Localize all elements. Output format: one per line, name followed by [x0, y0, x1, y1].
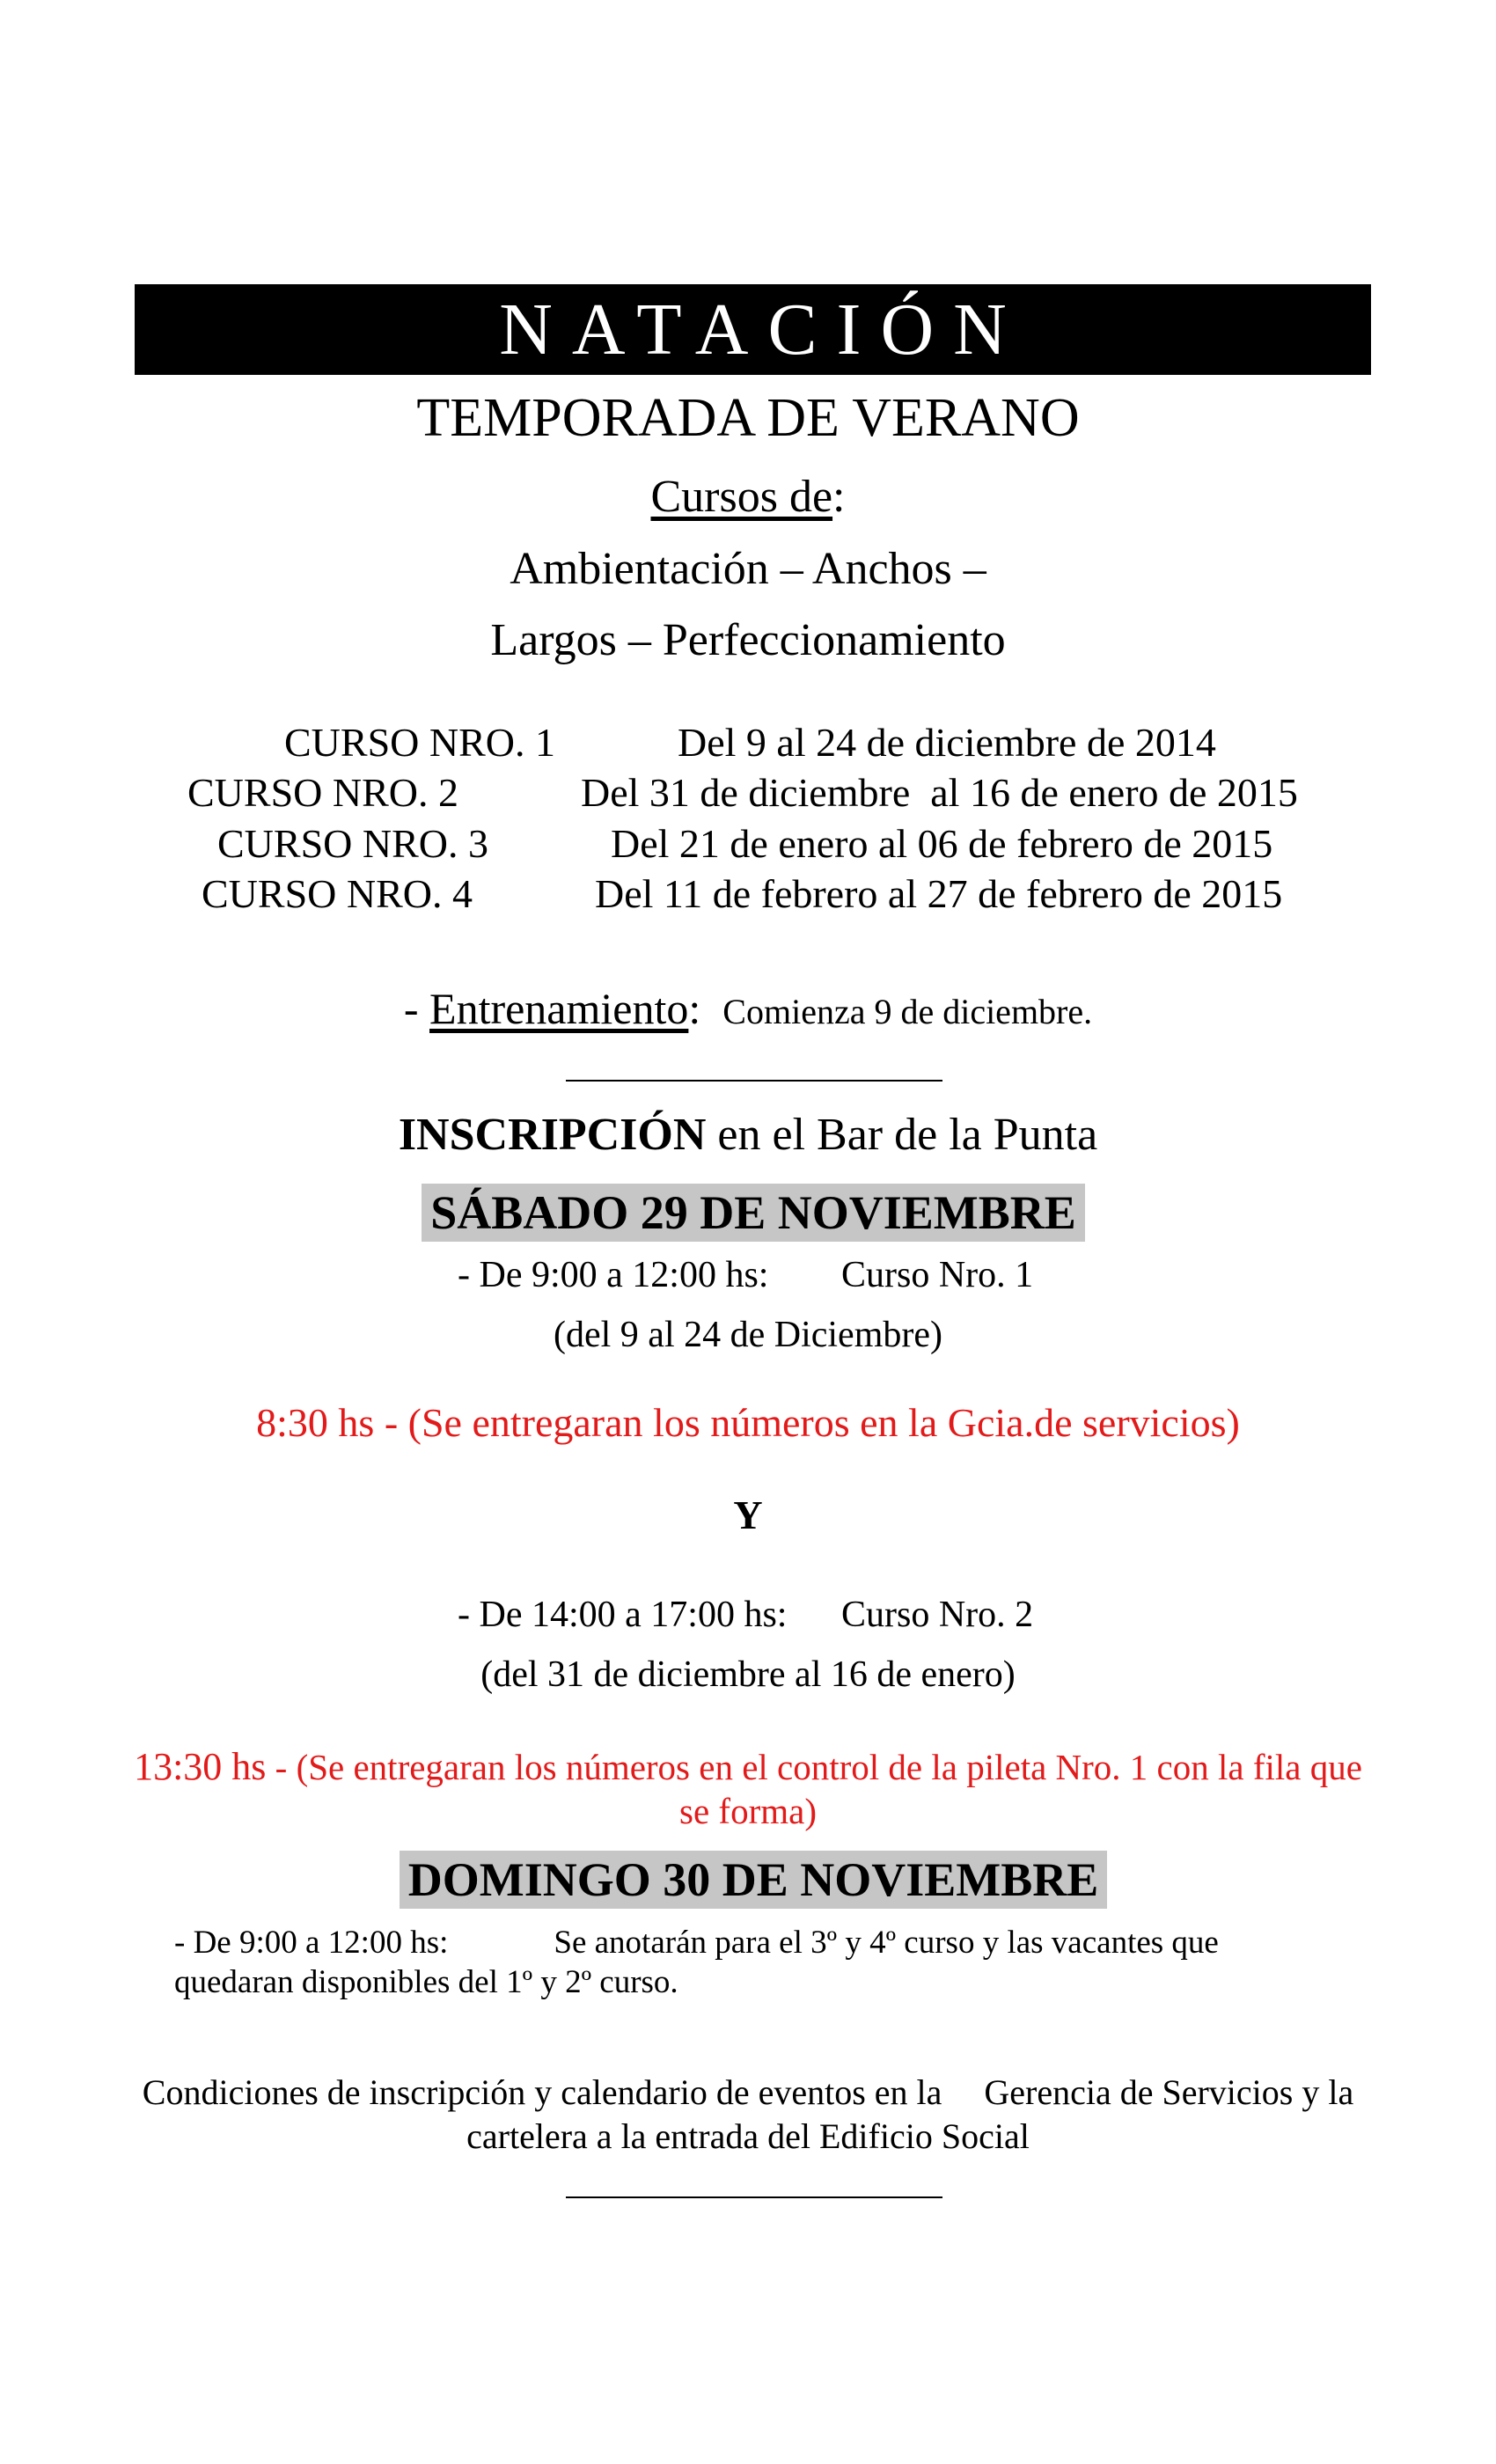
- saturday-slot2-dates: (del 31 de diciembre al 16 de enero): [480, 1654, 1016, 1695]
- saturday-slot2-course: Curso Nro. 2: [841, 1595, 1034, 1635]
- footer-line-1a: Condiciones de inscripción y calendario de eventos en la: [142, 2072, 942, 2112]
- schedule-course-3: CURSO NRO. 3: [217, 821, 489, 866]
- connector-y: Y: [733, 1492, 763, 1537]
- sunday-slot-text: Se anotarán para el 3º y 4º curso y las vacantes que: [554, 1925, 1219, 1961]
- training-dash: -: [403, 984, 430, 1033]
- schedule-course-2: CURSO NRO. 2: [187, 770, 459, 815]
- saturday-banner: SÁBADO 29 DE NOVIEMBRE: [422, 1184, 1085, 1242]
- title-bar: [135, 284, 1371, 375]
- training-line: [0, 983, 1496, 1034]
- saturday-red-note-1: 8:30 hs - (Se entregaran los números en la Gcia.de servicios): [256, 1400, 1240, 1445]
- saturday-slot1-course: Curso Nro. 1: [841, 1255, 1034, 1295]
- footer-line-2: cartelera a la entrada del Edificio Social: [466, 2116, 1030, 2156]
- inscription-bold: INSCRIPCIÓN: [398, 1110, 707, 1160]
- footer-line-1b: Gerencia de Servicios y la: [984, 2072, 1354, 2112]
- divider-bottom: [566, 2196, 942, 2198]
- schedule-dates-2: Del 31 de diciembre al 16 de enero de 2015: [581, 770, 1298, 815]
- schedule-course-4: CURSO NRO. 4: [202, 871, 473, 916]
- saturday-slot1-dates: (del 9 al 24 de Diciembre): [554, 1315, 942, 1355]
- sunday-banner: DOMINGO 30 DE NOVIEMBRE: [400, 1851, 1107, 1909]
- courses-label-text: Cursos de: [650, 472, 833, 522]
- saturday-red-note-2: [0, 1744, 1496, 1789]
- courses-label-colon: :: [832, 472, 846, 522]
- schedule-dates-4: Del 11 de febrero al 27 de febrero de 2015: [595, 871, 1283, 916]
- inscription-rest: en el Bar de la Punta: [706, 1110, 1098, 1160]
- saturday-slot1-time: - De 9:00 a 12:00 hs:: [458, 1255, 769, 1295]
- divider-top: [566, 1080, 942, 1082]
- sunday-slot-time: - De 9:00 a 12:00 hs:: [174, 1925, 449, 1961]
- schedule-dates-1: Del 9 al 24 de diciembre de 2014: [678, 720, 1216, 765]
- training-colon: :: [688, 984, 701, 1033]
- sunday-slot-line-1: [174, 1924, 1219, 1962]
- schedule-course-1: CURSO NRO. 1: [284, 720, 556, 765]
- course-types-line-1: Ambientación – Anchos –: [510, 544, 986, 594]
- course-types-line-2: Largos – Perfeccionamiento: [490, 615, 1006, 665]
- saturday-red-note-2-cont: se forma): [679, 1791, 817, 1831]
- season-heading: TEMPORADA DE VERANO: [416, 388, 1080, 448]
- red-note-2-text: - (Se entregaran los números en el control de la pileta Nro. 1 con la fila que: [266, 1747, 1362, 1787]
- red-note-2-time: 13:30 hs: [134, 1745, 267, 1788]
- training-label: Entrenamiento: [429, 984, 689, 1033]
- footer-line-1: [0, 2072, 1496, 2113]
- courses-label: [0, 471, 1496, 523]
- saturday-slot2-time: - De 14:00 a 17:00 hs:: [458, 1595, 788, 1635]
- page-title: NATACIÓN: [499, 289, 1026, 370]
- training-text: Comienza 9 de diciembre.: [722, 992, 1093, 1031]
- schedule-dates-3: Del 21 de enero al 06 de febrero de 2015: [611, 821, 1273, 866]
- inscription-heading: [0, 1109, 1496, 1161]
- sunday-slot-line-2: quedaran disponibles del 1º y 2º curso.: [174, 1964, 678, 2000]
